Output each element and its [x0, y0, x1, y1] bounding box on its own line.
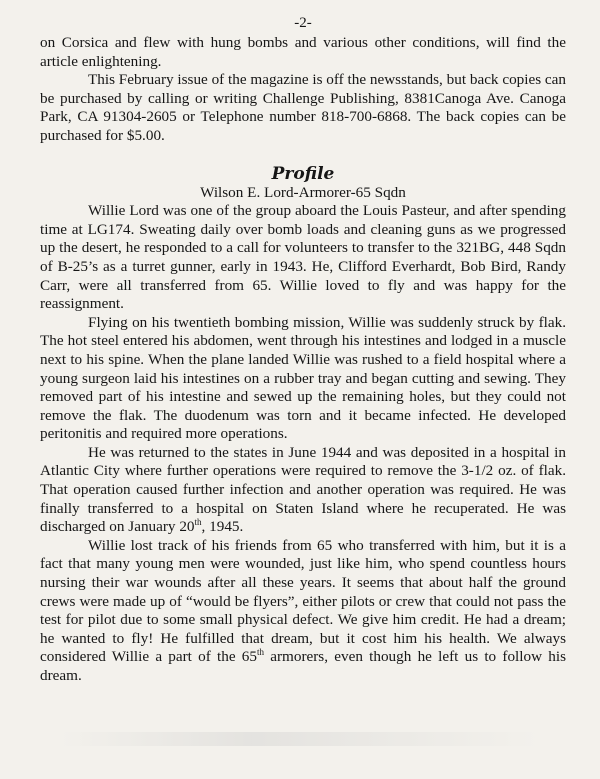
paragraph-lost-track [40, 537, 566, 686]
lost-track-end: armorers, even though he left us to follow his dream. [40, 648, 566, 684]
page-number: -2- [294, 15, 312, 31]
lost-track-text: Willie lost track of his friends from 65 who transferred with him, but it is a fact that many young men were wounded, just like him, who spend countless hours nursing their war wounds after all these years. It seems that about half the ground crews were made up of “would be flyers”, either pilots or crew that could not pass the test for pilot due to some small physical defect. We give him credit. He had a dream; he wanted to fly! He fulfilled that dream, but it cost him his health. We always considered Willie a part of the 65 [40, 536, 566, 666]
paragraph-willie-lord: Willie Lord was one of the group aboard the Louis Pasteur, and after spending time at LG174. Sweating daily over bomb loads and cleaning guns as we progressed up the desert, he responded to a call for volunteers to transfer to the 321BG, 448 Sqdn of B-25’s as a turret gunner, early in 1943. He, Clifford Everhardt, Bob Bird, Randy Carr, were all transferred from 65. Willie loved to fly and was happy for the reassignment. [40, 202, 566, 313]
paragraph-back-copies: This February issue of the magazine is off the newsstands, but back copies can be purchased by calling or writing Challenge Publishing, 8381Canoga Ave. Canoga Park, CA 91304-2605 or Telephone number 818-700-6868. The back copies can be purchased for $5.00. [40, 71, 566, 144]
paragraph-corsica: on Corsica and flew with hung bombs and various other conditions, will find the article enlightening. [40, 34, 566, 70]
paragraph-flak-wound: Flying on his twentieth bombing mission, Willie was suddenly struck by flak. The hot steel entered his abdomen, went through his intestines and lodged in a muscle next to his spine. When the plane landed Willie was rushed to a field hospital where a young surgeon laid his intestines on a rubber tray and began cutting and sewing. They removed part of his intestine and sewed up the remaining holes, but they could not remove the flak. The duodenum was torn and it became infected. He developed peritonitis and required more operations. [40, 313, 566, 443]
ordinal-suffix: th [257, 647, 265, 658]
paragraph-return-states [40, 444, 566, 537]
return-states-end: , 1945. [201, 518, 244, 536]
return-states-text: He was returned to the states in June 1944 and was deposited in a hospital in Atlantic City where further operations were required to remove the 3-1/2 oz. of flak. That operation caused further infection and another operation was required. He was finally transferred to a hospital on Staten Island where he recuperated. He was discharged on January 20 [40, 443, 566, 536]
ordinal-suffix: th [194, 517, 202, 528]
scan-smudge [60, 732, 540, 746]
profile-byline: Wilson E. Lord-Armorer-65 Sqdn [200, 183, 406, 201]
profile-heading: Profile [271, 163, 335, 184]
